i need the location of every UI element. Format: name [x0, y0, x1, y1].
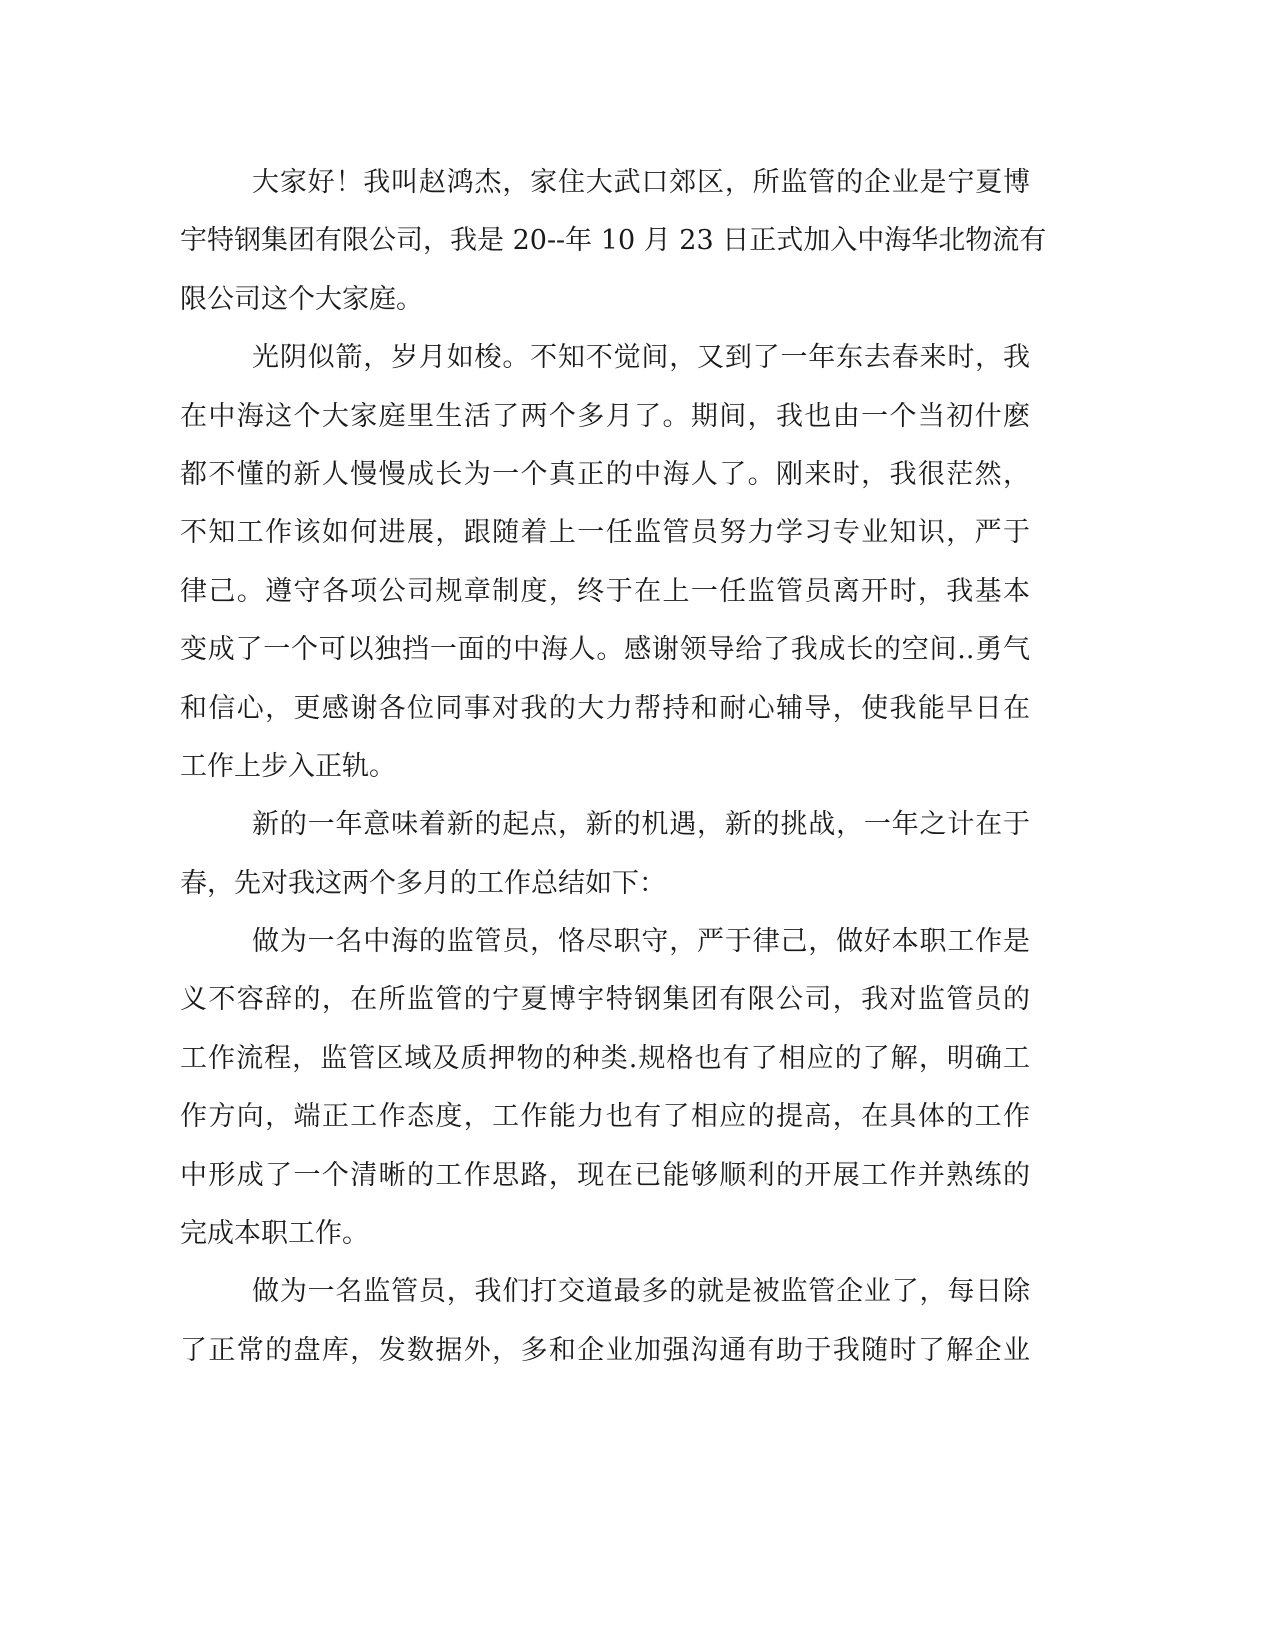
paragraph-2-line-2: 在中海这个大家庭里生活了两个多月了。期间，我也由一个当初什麽	[180, 400, 1030, 432]
paragraph-3-line-1: 新的一年意味着新的起点，新的机遇，新的挑战，一年之计在于	[252, 809, 1030, 841]
paragraph-3-line-2: 春，先对我这两个多月的工作总结如下：	[180, 867, 666, 899]
paragraph-1-line-3: 限公司这个大家庭。	[180, 283, 423, 315]
paragraph-4-line-3: 工作流程，监管区域及质押物的种类.规格也有了相应的了解，明确工	[180, 1042, 1030, 1074]
paragraph-2-line-5: 律己。遵守各项公司规章制度，终于在上一任监管员离开时，我基本	[180, 575, 1030, 607]
paragraph-5-line-2: 了正常的盘库，发数据外，多和企业加强沟通有助于我随时了解企业	[180, 1334, 1030, 1366]
paragraph-1-line-2: 宇特钢集团有限公司，我是 20--年 10 月 23 日正式加入中海华北物流有	[180, 225, 1047, 257]
document-body	[180, 154, 1047, 1380]
paragraph-4-line-5: 中形成了一个清晰的工作思路，现在已能够顺利的开展工作并熟练的	[180, 1159, 1030, 1191]
paragraph-2-line-7: 和信心，更感谢各位同事对我的大力帮持和耐心辅导，使我能早日在	[180, 692, 1030, 724]
paragraph-2-line-4: 不知工作该如何进展，跟随着上一任监管员努力学习专业知识，严于	[180, 517, 1030, 549]
paragraph-2-line-6: 变成了一个可以独挡一面的中海人。感谢领导给了我成长的空间..勇气	[180, 634, 1030, 666]
paragraph-4-line-6: 完成本职工作。	[180, 1218, 369, 1250]
paragraph-2-line-3: 都不懂的新人慢慢成长为一个真正的中海人了。刚来时，我很茫然，	[180, 458, 1030, 490]
paragraph-4-line-1: 做为一名中海的监管员，恪尽职守，严于律己，做好本职工作是	[252, 926, 1030, 958]
paragraph-2-line-8: 工作上步入正轨。	[180, 750, 396, 782]
paragraph-2-line-1: 光阴似箭，岁月如梭。不知不觉间，又到了一年东去春来时，我	[252, 342, 1030, 374]
paragraph-1-line-1: 大家好！我叫赵鸿杰，家住大武口郊区，所监管的企业是宁夏博	[252, 167, 1030, 198]
paragraph-5-line-1: 做为一名监管员，我们打交道最多的就是被监管企业了，每日除	[252, 1276, 1030, 1308]
paragraph-4-line-2: 义不容辞的，在所监管的宁夏博宇特钢集团有限公司，我对监管员的	[180, 984, 1030, 1016]
paragraph-4-line-4: 作方向，端正工作态度，工作能力也有了相应的提高，在具体的工作	[180, 1101, 1030, 1133]
